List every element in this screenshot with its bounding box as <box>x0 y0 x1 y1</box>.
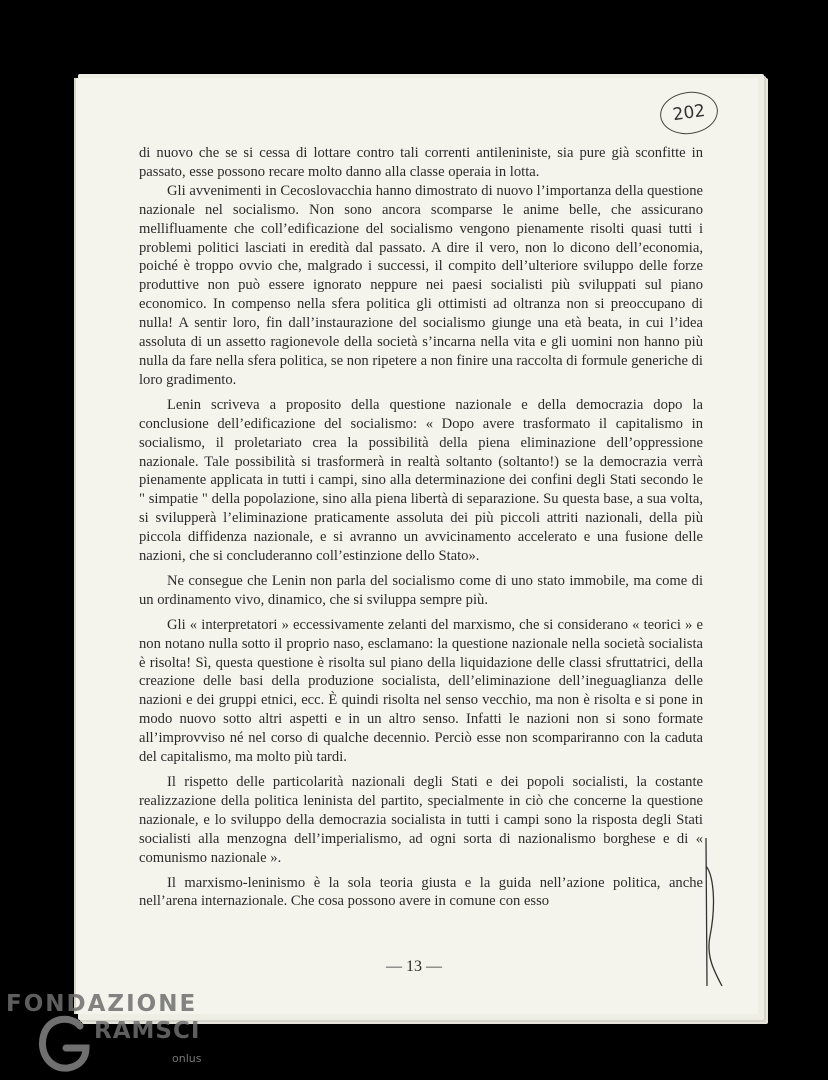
paragraph-5: Gli « interpretatori » eccessivamente zelanti del marxismo, che si considerano « teorici » e non notano nulla sotto il proprio naso, esclamano: la questione nazionale nella società socialista è risolta! Sì, questa questione è risolta sul piano della liquidazione delle classi sfruttatrici, della creazione delle basi della produzione socialista, dell’eliminazione dell’ineguaglianza delle nazioni e dei gruppi etnici, ecc. È quindi risolta nel senso vecchio, ma non è risolta e si pone in modo nuovo sotto altri aspetti e in un altro senso. Infatti le nazioni non si sono formate all’improvviso né nel corso di qualche decennio. Perciò esse non scompariranno con la caduta del capitalismo, ma molto più tardi. <box>139 616 703 766</box>
paragraph-7: Il marxismo-leninismo è la sola teoria giusta e la guida nell’azione politica, anche nell’arena internazionale. Che cosa possono avere in comune con esso <box>139 874 703 910</box>
watermark-onlus: onlus <box>172 1052 202 1065</box>
paragraph-3: Lenin scriveva a proposito della questione nazionale e della democrazia dopo la conclusione dell’edificazione del socialismo: « Dopo avere trasformato il capitalismo in socialismo, il proletariato crea la possibilità della piena eliminazione dell’oppressione nazionale. Tale possibilità si trasformerà in realtà soltanto (soltanto!) se la democrazia verrà pienamente applicata in tutti i campi, sino alla determinazione dei confini degli Stati secondo le " simpatie " della popolazione, sino alla piena libertà di separazione. Su questa base, a sua volta, si svilupperà l’eliminazione praticamente assoluta dei più piccoli attriti nazionali, della più piccola diffidenza nazionale, e si avranno un avvicinamento accelerato e una fusione delle nazioni, che si concluderanno coll’estinzione dello Stato». <box>139 396 703 565</box>
watermark-gramsci: RAMSCI <box>94 1018 201 1044</box>
handwritten-page-number: 202 <box>657 88 720 138</box>
paragraph-1: di nuovo che se si cessa di lottare contro tali correnti antileniniste, sia pure già sconfitte in passato, esse possono recare molto danno alla classe operaia in lotta. <box>139 145 703 180</box>
watermark-g-logo-icon <box>36 1012 92 1074</box>
page-folio: — 13 — <box>386 958 442 975</box>
paragraph-6: Il rispetto delle particolarità nazionali degli Stati e dei popoli socialisti, la costante realizzazione della politica leninista del partito, specialmente in ciò che concerne la questione nazionale, e lo sviluppo della democrazia socialista in tutti i campi sono la risposta degli Stati socialisti alla menzogna dell’imperialismo, ad ogni sorta di nazionalismo borghese e di « comunismo nazionale ». <box>139 774 703 866</box>
paragraph-4: Ne consegue che Lenin non parla del socialismo come di uno stato immobile, ma come di un ordinamento vivo, dinamico, che si sviluppa sempre più. <box>139 572 703 608</box>
paragraph-2: Gli avvenimenti in Cecoslovacchia hanno dimostrato di nuovo l’importanza della questione nazionale nel socialismo. Non sono ancora scomparse le anime belle, che assicurano mellifluamente che coll’edificazione del socialismo vengono pienamente risolti quasi tutti i problemi politici lasciati in eredità dal passato. A dire il vero, non lo dicono dell’economia, poiché è troppo ovvio che, malgrado i successi, il compito dell’ulteriore sviluppo delle forze produttive non può essere ignorato neppure nei paesi socialisti più sviluppati sul piano economico. In compenso nella sfera politica gli ottimisti ad oltranza non si preoccupano di nulla! A sentir loro, fin dall’instaurazione del socialismo giunge una età beata, in cui l’idea assoluta di un assetto ragionevole della società s’incarna nella vita e gli uomini non hanno più nulla da fare nella sfera politica, se non ripetere a non finire una raccolta di formule generiche di loro gradimento. <box>139 182 703 388</box>
body-text <box>139 144 703 911</box>
watermark-fondazione: FONDAZIONE <box>6 991 198 1017</box>
handwritten-margin-mark <box>700 836 730 996</box>
